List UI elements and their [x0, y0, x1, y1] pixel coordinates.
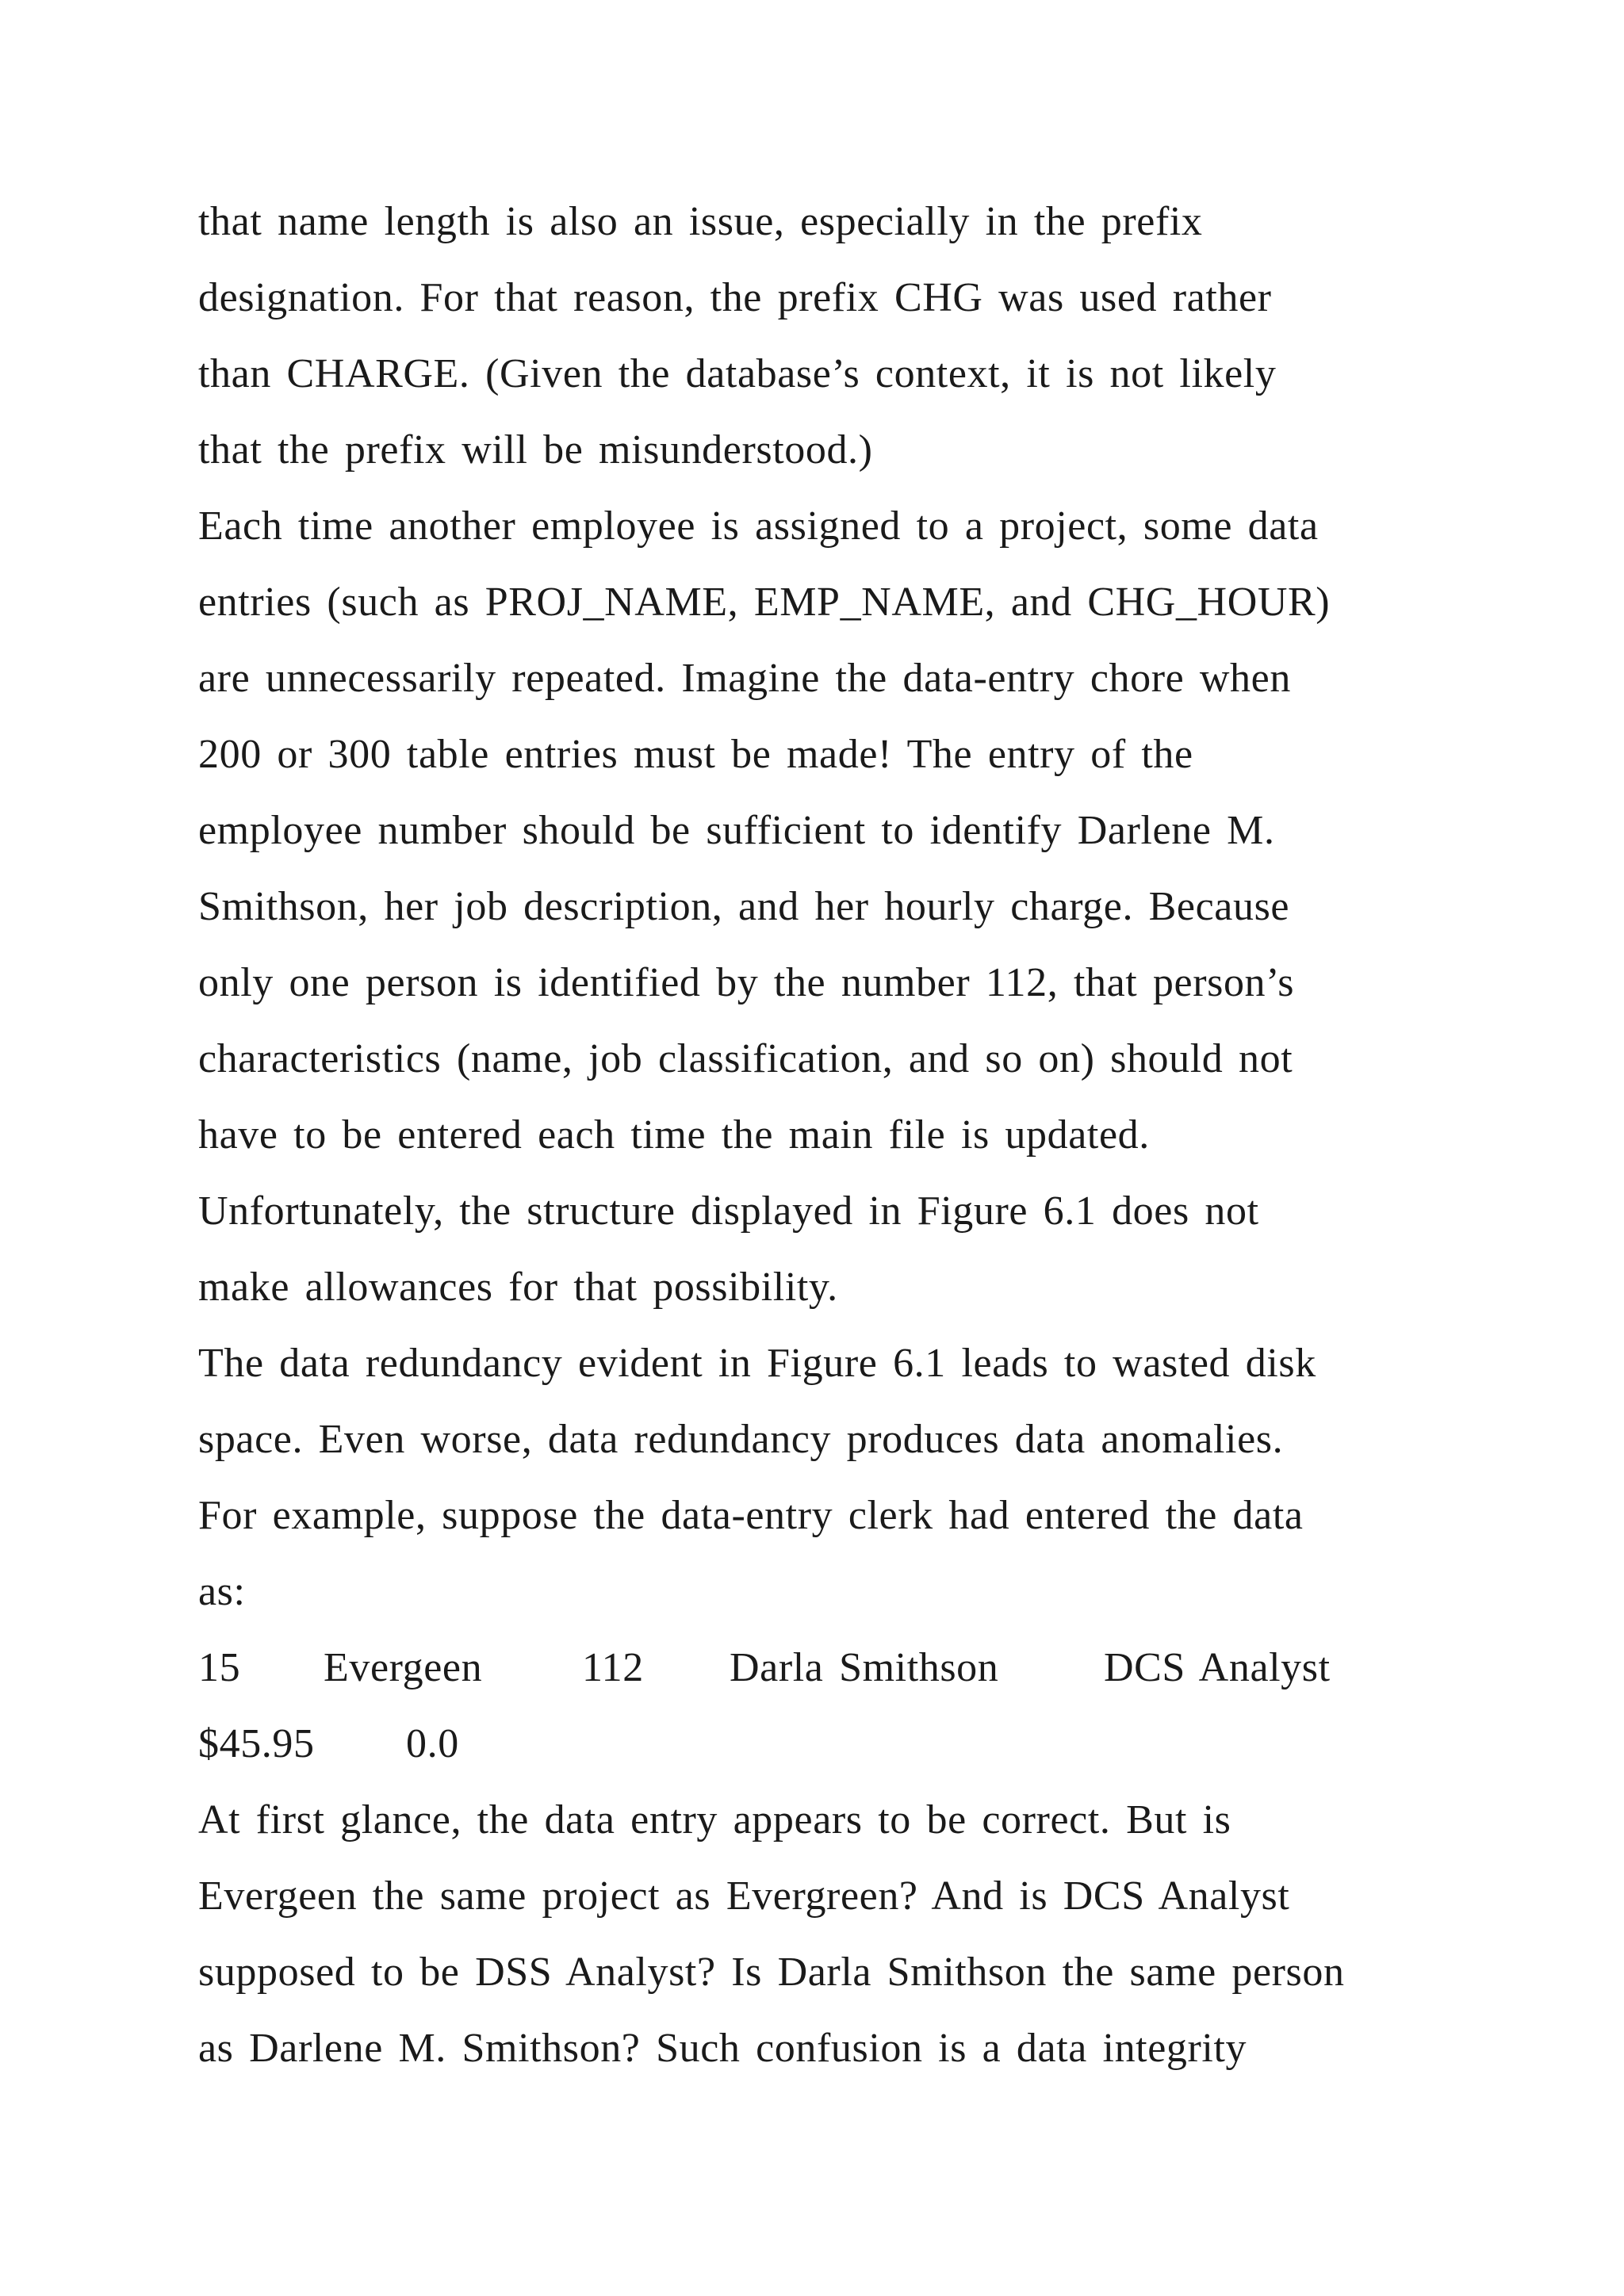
- text-line: Each time another employee is assigned to a project, some data: [198, 503, 1319, 549]
- text-line: space. Even worse, data redundancy produces data anomalies.: [198, 1417, 1284, 1462]
- emp-num-value: 112: [582, 1645, 644, 1690]
- text-line: are unnecessarily repeated. Imagine the data-entry chore when: [198, 656, 1291, 701]
- data-entry-row-2: [198, 1706, 1467, 1782]
- chg-hour-value: $45.95: [198, 1721, 315, 1766]
- text-line: At first glance, the data entry appears to be correct. But is: [198, 1797, 1231, 1843]
- text-line: employee number should be sufficient to identify Darlene M.: [198, 808, 1275, 853]
- job-class-value: DCS Analyst: [1104, 1645, 1331, 1690]
- proj-name-value: Evergeen: [324, 1645, 483, 1690]
- emp-name-value: Darla Smithson: [730, 1645, 999, 1690]
- paragraph-1: [198, 184, 1467, 488]
- text-line: For example, suppose the data-entry clerk had entered the data: [198, 1493, 1304, 1538]
- text-line: than CHARGE. (Given the database’s context, it is not likely: [198, 351, 1277, 396]
- text-line: characteristics (name, job classification, and so on) should not: [198, 1036, 1293, 1081]
- text-line: that the prefix will be misunderstood.): [198, 427, 873, 473]
- paragraph-3: [198, 1326, 1467, 1630]
- text-line: designation. For that reason, the prefix CHG was used rather: [198, 275, 1272, 320]
- text-line: that name length is also an issue, especially in the prefix: [198, 199, 1203, 244]
- paragraph-4: [198, 1782, 1467, 2087]
- text-line: 200 or 300 table entries must be made! The entry of the: [198, 732, 1193, 777]
- text-line: supposed to be DSS Analyst? Is Darla Smithson the same person: [198, 1950, 1345, 1995]
- data-entry-row-1: [198, 1630, 1467, 1706]
- text-line: as Darlene M. Smithson? Such confusion is a data integrity: [198, 2026, 1247, 2071]
- text-line: Evergeen the same project as Evergreen? And is DCS Analyst: [198, 1873, 1290, 1919]
- text-line: make allowances for that possibility.: [198, 1265, 838, 1310]
- text-line: Smithson, her job description, and her hourly charge. Because: [198, 884, 1290, 929]
- proj-num-value: 15: [198, 1645, 241, 1690]
- data-entry-example: [198, 1630, 1467, 1782]
- text-line: Unfortunately, the structure displayed in Figure 6.1 does not: [198, 1188, 1259, 1234]
- text-line: entries (such as PROJ_NAME, EMP_NAME, and CHG_HOUR): [198, 580, 1331, 625]
- hours-value: 0.0: [406, 1721, 459, 1766]
- document-body: [198, 184, 1467, 2087]
- paragraph-2: [198, 488, 1467, 1326]
- text-line: as:: [198, 1569, 246, 1614]
- text-line: have to be entered each time the main file is updated.: [198, 1112, 1150, 1158]
- text-line: The data redundancy evident in Figure 6.1 leads to wasted disk: [198, 1341, 1316, 1386]
- text-line: only one person is identified by the number 112, that person’s: [198, 960, 1295, 1005]
